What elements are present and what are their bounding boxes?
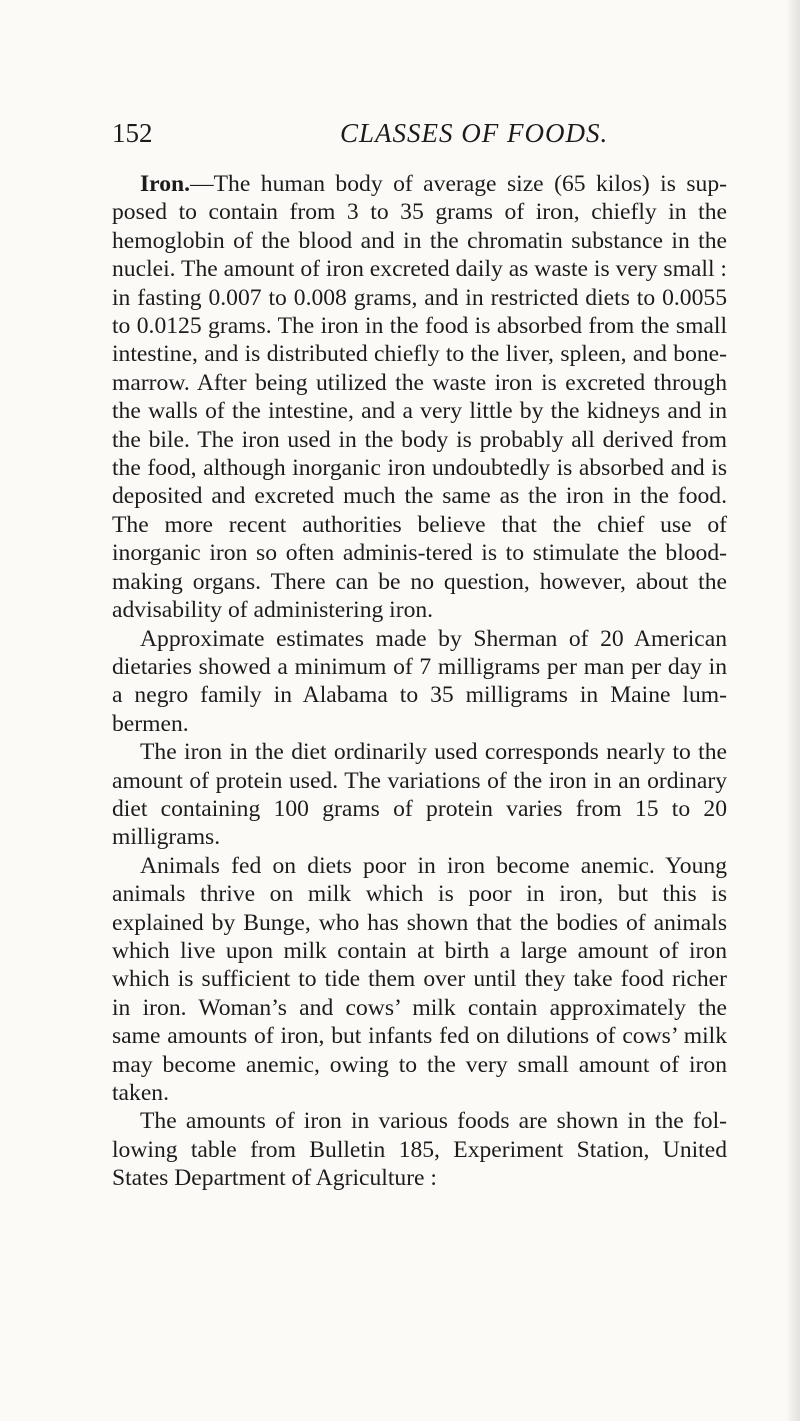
- paragraph-table-intro: The amounts of iron in various foods are shown in the fol-lowing table from Bulletin 185, Experiment Station, United States Department of Agriculture :: [112, 1108, 727, 1192]
- page-edge-shadow: [786, 0, 800, 1421]
- paragraph-sherman-estimates: Approximate estimates made by Sherman of 20 American dietaries showed a minimum of 7 milligrams per man per day in a negro family in Alabama to 35 milligrams in Maine lum-bermen.: [112, 625, 727, 737]
- paragraph-iron-protein: The iron in the diet ordinarily used corresponds nearly to the amount of protein used. The variations of the iron in an ordinary diet containing 100 grams of protein varies from 15 to 20 milligrams.: [112, 739, 727, 851]
- paragraph-iron-intro: [112, 170, 727, 625]
- body-text: [112, 170, 727, 1193]
- running-head: CLASSES OF FOODS.: [340, 118, 609, 148]
- page-header: [112, 118, 732, 158]
- section-heading: Iron.: [140, 171, 191, 197]
- page-number: 152: [112, 118, 153, 148]
- paragraph-anemia: Animals fed on diets poor in iron become anemic. Young animals thrive on milk which is poor in iron, but this is explained by Bunge, who has shown that the bodies of animals which live upon milk contain at birth a large amount of iron which is sufficient to tide them over until they take food richer in iron. Woman’s and cows’ milk contain approximately the same amounts of iron, but infants fed on dilutions of cows’ milk may become anemic, owing to the very small amount of iron taken.: [112, 852, 727, 1106]
- paragraph-text: —The human body of average size (65 kilos) is sup-posed to contain from 3 to 35 grams of iron, chiefly in the hemoglobin of the blood and in the chromatin substance in the nuclei. The amount of iron excreted daily as waste is very small : in fasting 0.007 to 0.008 grams, and in restricted diets to 0.0055 to 0.0125 grams. The iron in the food is absorbed from the small intestine, and is distributed chiefly to the liver, spleen, and bone-marrow. After being utilized the waste iron is excreted through the walls of the intestine, and a very little by the kidneys and in the bile. The iron used in the body is probably all derived from the food, although inorganic iron undoubtedly is absorbed and is deposited and excreted much the same as the iron in the food. The more recent authorities believe that the chief use of inorganic iron so often adminis-tered is to stimulate the blood-making organs. There can be no question, however, about the advisability of administering iron.: [112, 171, 727, 624]
